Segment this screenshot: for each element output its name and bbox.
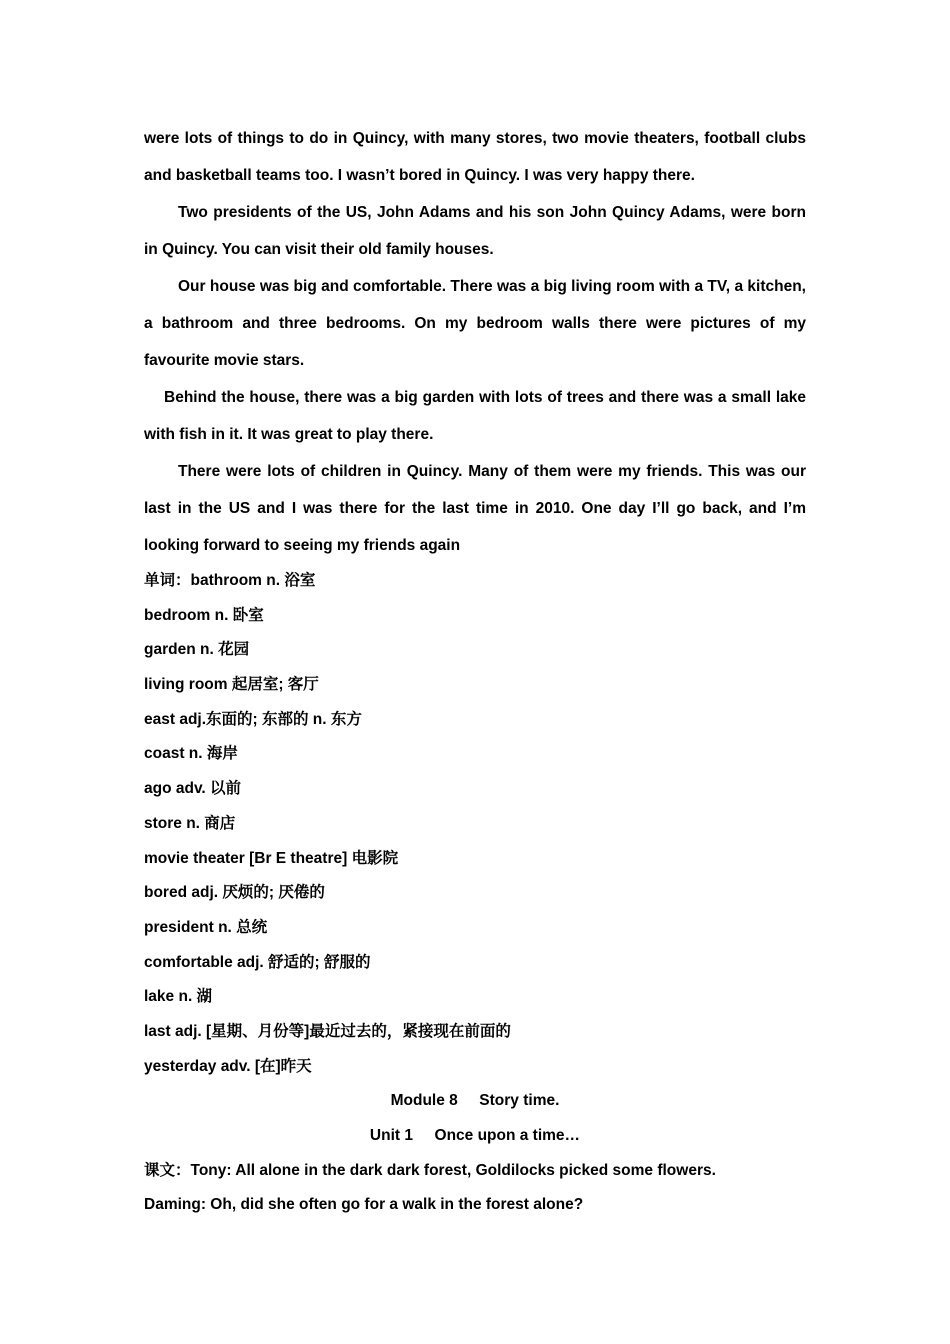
reading-passage bbox=[144, 120, 806, 564]
vocab-item: yesterday adv. [在]昨天 bbox=[144, 1057, 312, 1075]
dialogue-line: Daming: Oh, did she often go for a walk in the forest alone? bbox=[144, 1195, 584, 1213]
vocab-item: 单词：bathroom n. 浴室 bbox=[144, 572, 316, 589]
dialogue bbox=[144, 1154, 806, 1222]
reading-paragraph-3: Our house was big and comfortable. There was a big living room with a TV, a kitchen, a bathroom and three bedrooms. On my bedroom walls there were pictures of my favourite movie stars. bbox=[144, 278, 806, 369]
reading-paragraph-4: Behind the house, there was a big garden with lots of trees and there was a small lake with fish in it. It was great to play there. bbox=[144, 389, 806, 443]
unit-title: Unit 1 Once upon a time… bbox=[369, 1127, 581, 1144]
vocab-item: store n. 商店 bbox=[144, 814, 236, 832]
vocab-item: east adj.东面的; 东部的 n. 东方 bbox=[144, 710, 362, 728]
vocab-item: movie theater [Br E theatre] 电影院 bbox=[144, 849, 399, 867]
vocab-item: ago adv. 以前 bbox=[144, 780, 242, 798]
vocab-item: garden n. 花园 bbox=[144, 641, 250, 659]
vocab-item: living room 起居室; 客厅 bbox=[144, 676, 319, 694]
dialogue-line: 课文：Tony: All alone in the dark dark forest, Goldilocks picked some flowers. bbox=[144, 1161, 716, 1179]
vocab-item: last adj. [星期、月份等]最近过去的，紧接现在前面的 bbox=[144, 1022, 511, 1040]
reading-paragraph-1: were lots of things to do in Quincy, with many stores, two movie theaters, football clubs and basketball teams too. I wasn’t bored in Quincy. I was very happy there. bbox=[144, 130, 806, 184]
module-title: Module 8 Story time. bbox=[390, 1092, 560, 1110]
vocab-item: lake n. 湖 bbox=[144, 988, 213, 1006]
vocab-item: comfortable adj. 舒适的; 舒服的 bbox=[144, 953, 371, 971]
page-content bbox=[144, 120, 806, 1222]
vocab-item: bored adj. 厌烦的; 厌倦的 bbox=[144, 884, 325, 902]
reading-paragraph-5: There were lots of children in Quincy. Many of them were my friends. This was our last in the US and I was there for the last time in 2010. One day I’ll go back, and I’m looking forward to seeing my friends again bbox=[144, 463, 806, 554]
vocab-item: coast n. 海岸 bbox=[144, 745, 238, 763]
reading-paragraph-2: Two presidents of the US, John Adams and his son John Quincy Adams, were born in Quincy. You can visit their old family houses. bbox=[144, 204, 806, 258]
vocab-item: bedroom n. 卧室 bbox=[144, 606, 264, 624]
vocabulary-list bbox=[144, 564, 806, 1084]
vocab-item: president n. 总统 bbox=[144, 918, 268, 936]
